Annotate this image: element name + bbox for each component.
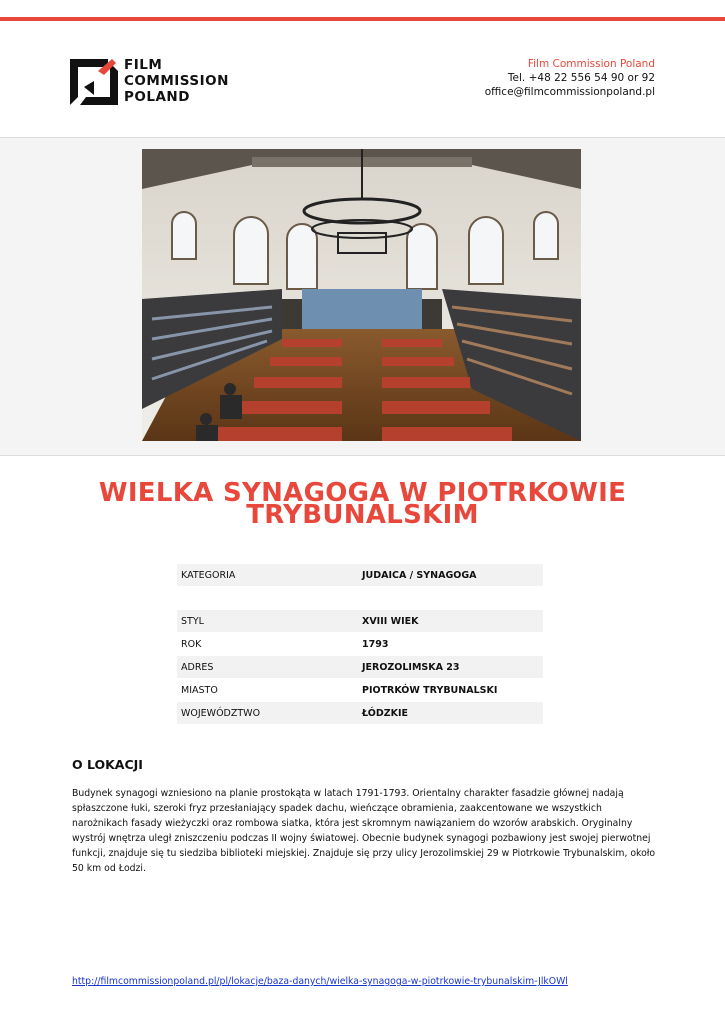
about-text: Budynek synagogi wzniesiono na planie prostokąta w latach 1791-1793. Orientalny charakter fasadzie głównej nadają spłaszczone łuki, szeroki fryz przesłaniający spadek dachu, wieńczące obramienia, zaakcentowane we wszystkich narożnikach fasady wieżyczki oraz rombowa siatka, która jest skromnym nawiązaniem do wzorów arabskich. Oryginalny wystrój wnętrza uległ zniszczeniu podczas II wojny światowej. Obecnie budynek synagogi pozbawiony jest swojej pierwotnej funkcji, znajduje się tu siedziba biblioteki miejskiej. Znajduje się przy ulicy Jerozolimskiej 29 w Piotrkowie Trybunalskim, około 50 km od Łodzi. (72, 788, 656, 874)
property-value: XVIII WIEK (362, 615, 419, 627)
property-row (177, 656, 543, 678)
property-label: ROK (181, 638, 202, 650)
top-accent-rule (0, 17, 725, 21)
property-value: 1793 (362, 638, 389, 650)
property-row (177, 702, 543, 724)
properties-table (177, 564, 543, 725)
location-photo (142, 149, 581, 441)
property-row (177, 610, 543, 632)
logo-line-2: COMMISSION (124, 73, 229, 89)
property-label: ADRES (181, 661, 214, 673)
email-address[interactable]: office@filmcommissionpoland.pl (484, 86, 655, 98)
about-heading: O LOKACJI (72, 757, 143, 772)
property-value: JEROZOLIMSKA 23 (362, 661, 460, 673)
property-row (177, 633, 543, 655)
org-name: Film Commission Poland (527, 58, 655, 70)
contact-block (485, 57, 655, 99)
logo-wordmark (124, 57, 229, 105)
logo-camera-icon (70, 57, 118, 105)
phone-number: Tel. +48 22 556 54 90 or 92 (507, 72, 655, 84)
property-label: MIASTO (181, 684, 218, 696)
property-label: WOJEWÓDZTWO (181, 707, 261, 719)
property-row (177, 679, 543, 701)
source-url-link[interactable]: http://filmcommissionpoland.pl/pl/lokacje/baza-danych/wielka-synagoga-w-piotrkowie-trybunalskim-JlkOWl (72, 976, 568, 987)
property-spacer (177, 587, 543, 609)
property-label: KATEGORIA (181, 569, 236, 581)
logo-line-1: FILM (124, 57, 163, 73)
page-title: WIELKA SYNAGOGA W PIOTRKOWIE TRYBUNALSKIM (98, 478, 627, 530)
property-value: PIOTRKÓW TRYBUNALSKI (362, 684, 498, 696)
photo-band (0, 137, 725, 456)
property-value: ŁÓDZKIE (362, 707, 408, 719)
property-value: JUDAICA / SYNAGOGA (362, 569, 477, 581)
property-row (177, 564, 543, 586)
film-commission-logo[interactable] (70, 57, 230, 107)
property-label: STYL (181, 615, 204, 627)
logo-line-3: POLAND (124, 89, 190, 105)
